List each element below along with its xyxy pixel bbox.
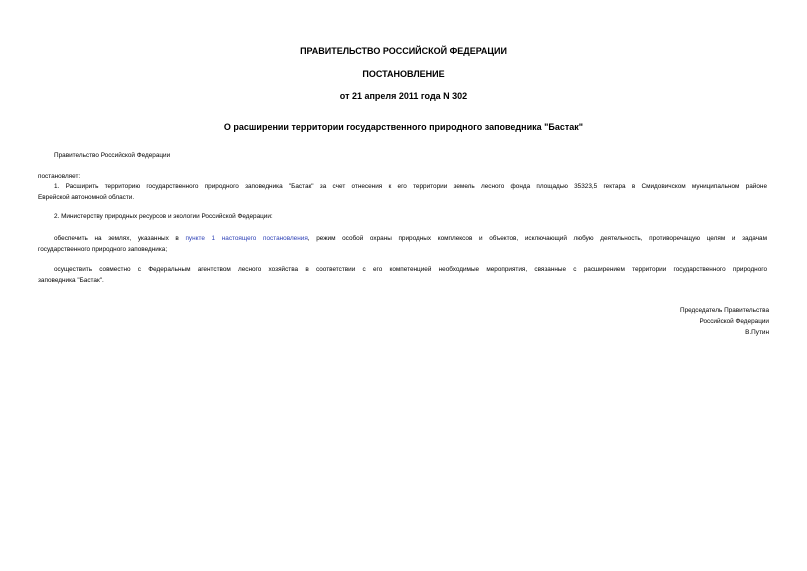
item-2b-line-1: осуществить совместно с Федеральным агентством лесного хозяйства в соответствии с его компетенцией необходимые мероприятия, связанные с расширением территории государственного природного [54, 266, 767, 273]
item-2a-line-1 [54, 234, 767, 244]
item-2a-line-2: государственного природного заповедника; [38, 246, 168, 253]
document-type: ПОСТАНОВЛЕНИЕ [362, 69, 445, 79]
preamble: Правительство Российской Федерации [54, 152, 171, 159]
issuing-authority: ПРАВИТЕЛЬСТВО РОССИЙСКОЙ ФЕДЕРАЦИИ [300, 46, 507, 56]
item-2a-text-after: , режим особой охраны природных комплексов и объектов, исключающий любую деятельность, противоречащую целям и задачам [307, 235, 767, 242]
item-2: 2. Министерству природных ресурсов и экологии Российской Федерации: [54, 213, 273, 220]
document-date-number: от 21 апреля 2011 года N 302 [339, 91, 468, 101]
signature-position-line-1: Председатель Правительства [680, 307, 769, 314]
item-1-line-2: Еврейской автономной области. [38, 194, 135, 201]
signature-name: В.Путин [745, 329, 769, 336]
document-title: О расширении территории государственного природного заповедника "Бастак" [223, 122, 584, 132]
paragraph-1-link[interactable]: пункте 1 настоящего постановления [185, 235, 308, 242]
item-2b-line-2: заповедника "Бастак". [38, 277, 104, 284]
item-2a-text-before: обеспечить на землях, указанных в [54, 235, 186, 242]
decrees-word: постановляет: [38, 173, 81, 180]
item-1-line-1: 1. Расширить территорию государственного природного заповедника "Бастак" за счет отнесения к его территории земель лесного фонда площадью 35323,5 гектара в Смидовичском муниципальном районе [54, 183, 767, 190]
signature-position-line-2: Российской Федерации [699, 318, 769, 325]
